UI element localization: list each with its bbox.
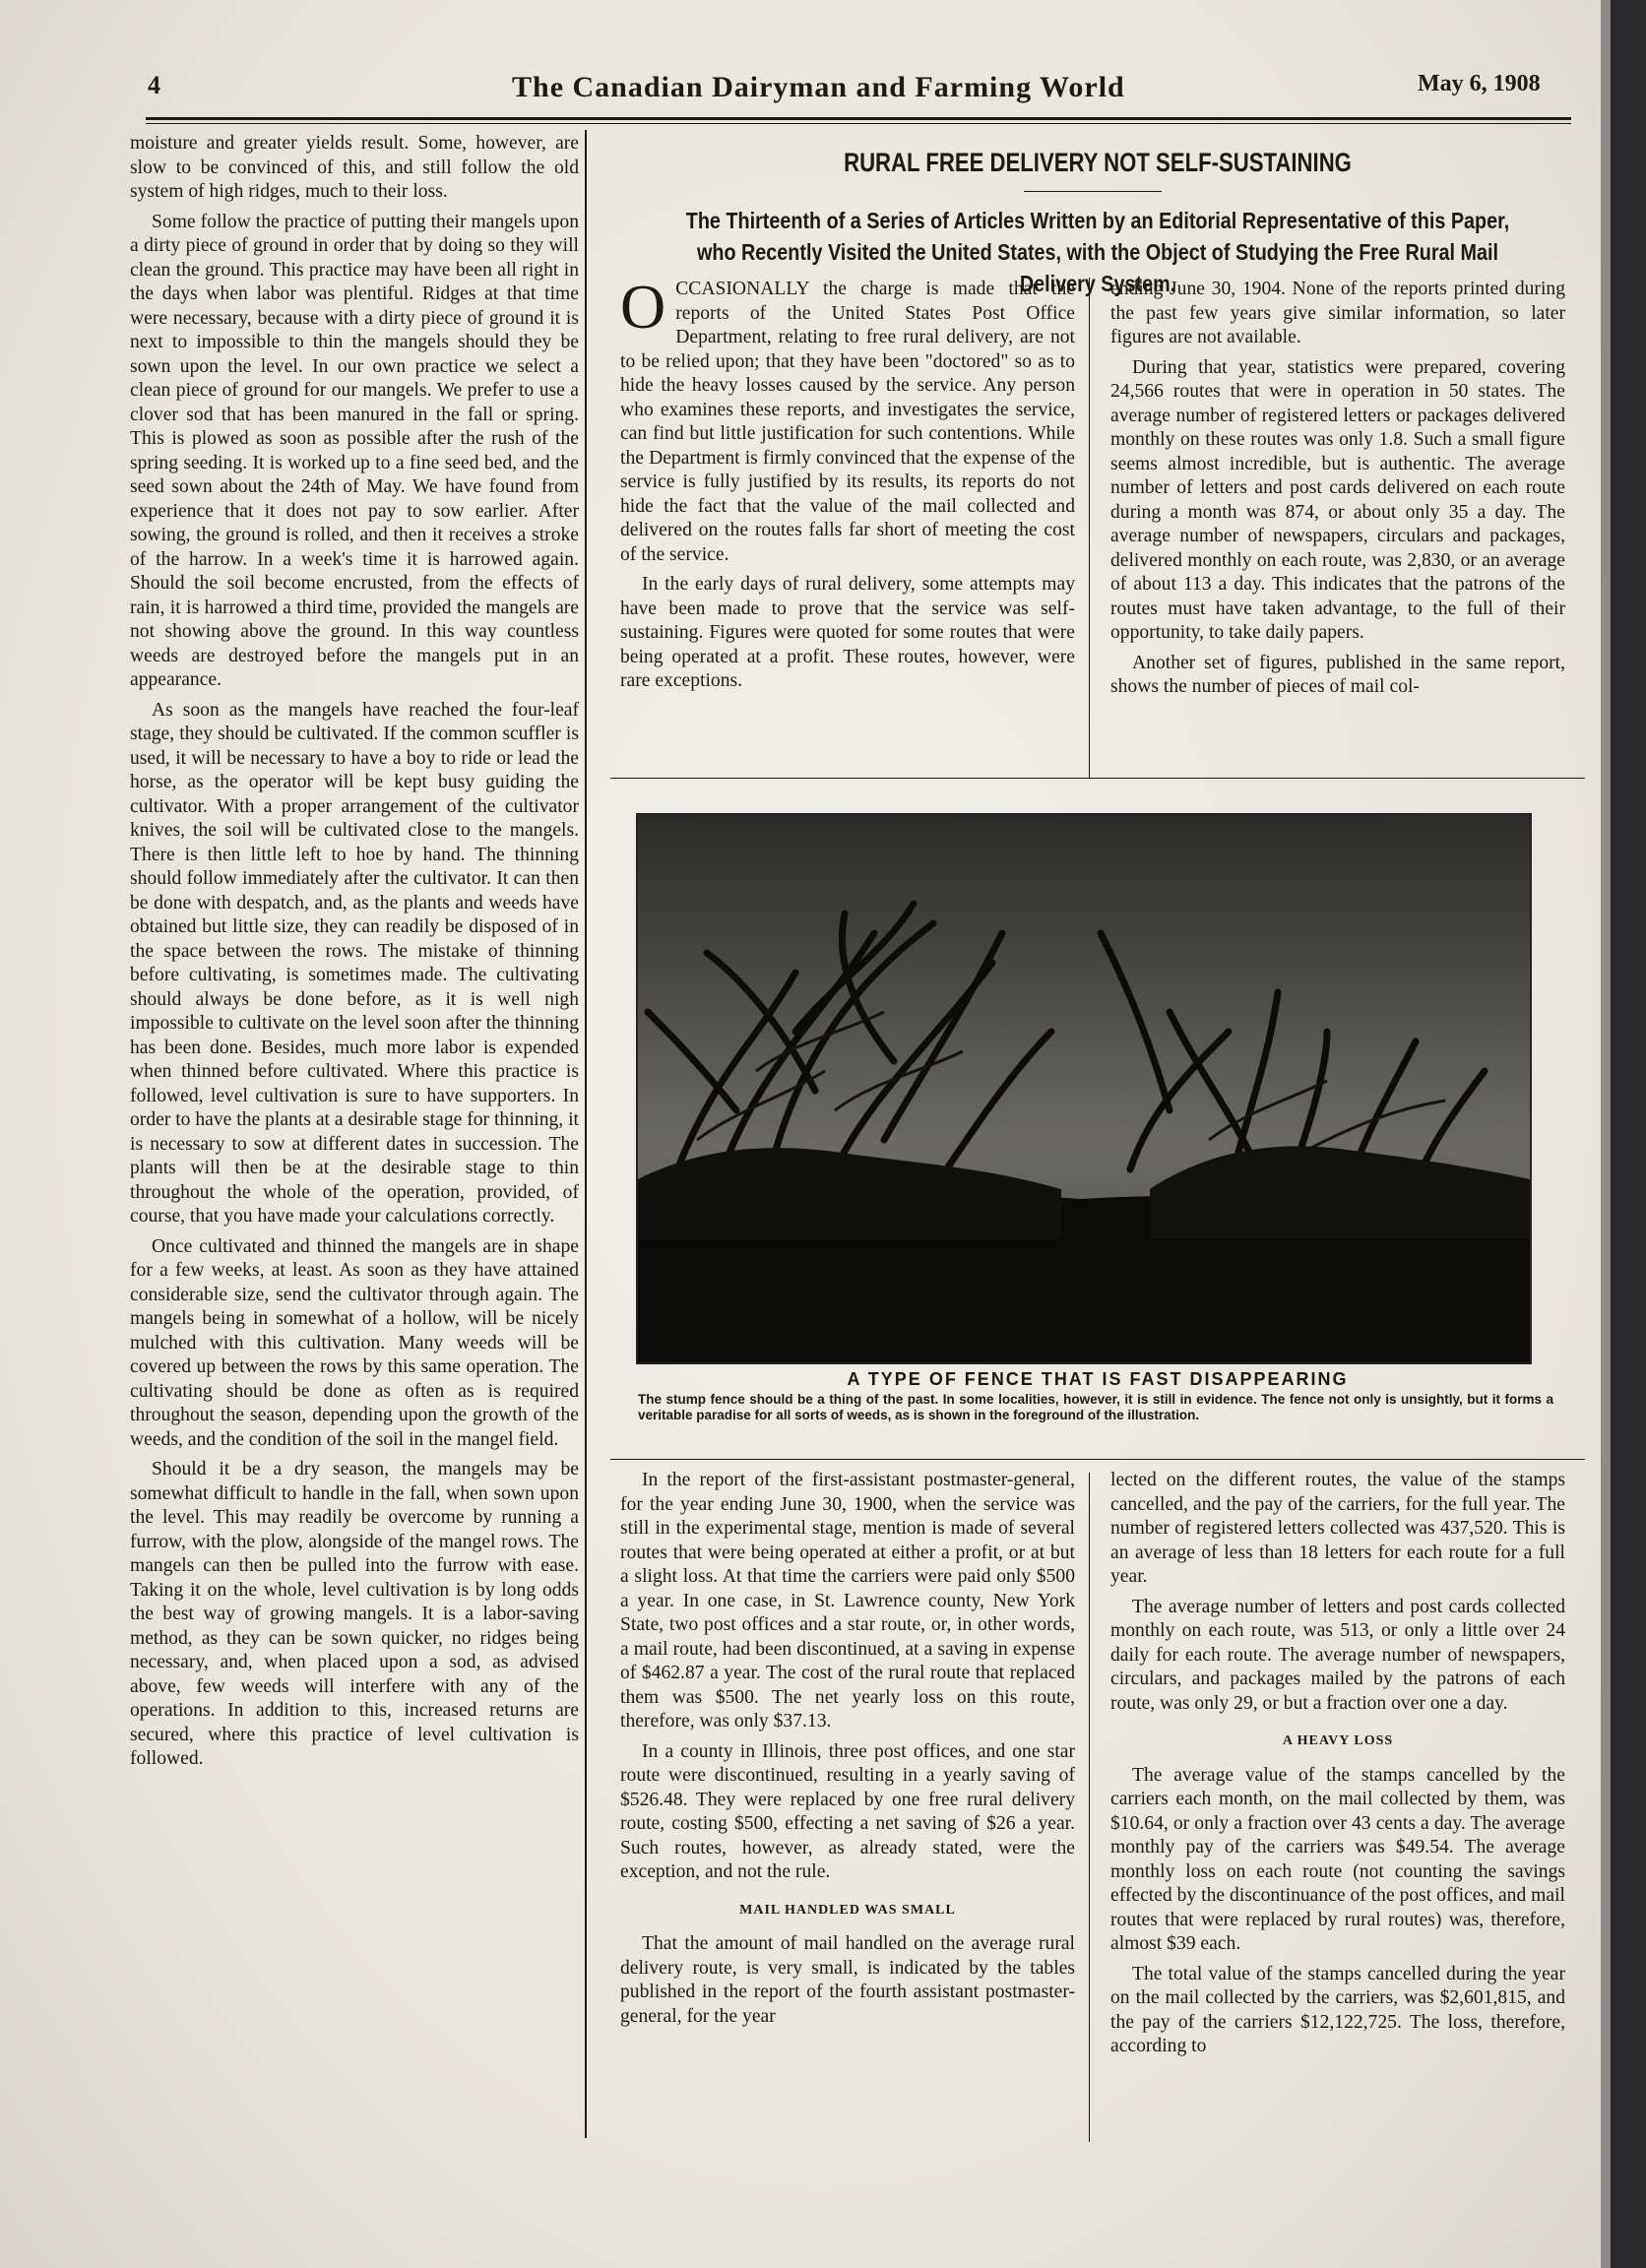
column-divider-left [585,130,587,2138]
drop-cap: O [620,272,666,342]
article-paragraph: The total value of the stamps cancelled during the year on the mail collected by the carriers, was $2,601,815, and the pay of the carriers $12,122,725. The loss, therefore, according to [1110,1963,1565,2056]
issue-date: May 6, 1908 [1418,71,1541,96]
scan-edge-shadow [1601,0,1611,2268]
section-rule-upper [610,778,1585,779]
article-column-4 [1110,1469,1565,2059]
left-paragraph: Once cultivated and thinned the mangels are in shape for a few weeks, at least. As soon as they have attained considerable size, send the cultivator through again. The mangels being in somewhat of a hollow, will be nicely mulched with this cultivation. Many weeds will be covered up between the rows by this same operation. The cultivating should be done as often as is required throughout the season, depending upon the growth of the weeds, and the condition of the soil in the mangel field. [130,1235,579,1450]
headline-rule [1024,191,1162,192]
scan-edge [1611,0,1646,2268]
article-paragraph: Another set of figures, published in the same report, shows the number of pieces of mail col- [1110,652,1565,697]
article-paragraph: During that year, statistics were prepared, covering 24,566 routes that were in operation in 50 states. The average number of registered letters or packages delivered monthly on these routes was only 1.8. Such a small figure seems almost incredible, but is authentic. The average number of letters and post cards delivered on each route during a month was 874, or about only 35 a day. The average number of newspapers, circulars and packages, delivered monthly on each route, was 2,830, or an average of about 113 a day. This indicates that the patrons of the routes must have taken advantage, to the full of their opportunity, to take daily papers. [1110,356,1565,643]
subsection-heading: MAIL HANDLED WAS SMALL [739,1902,956,1918]
article-headline: RURAL FREE DELIVERY NOT SELF-SUSTAINING [844,148,1352,177]
left-paragraph: Some follow the practice of putting their mangels upon a dirty piece of ground in order that by doing so they will clean the ground. This practice may have been all right in the days when labor was plentiful. Ridges at that time were necessary, because with a dirty piece of ground it is next to impossible to thin the mangels should they be sown upon the level. In our own practice we select a clean piece of ground for our mangels. We prefer to use a clover sod that has been manured in the fall or spring. This is plowed as soon as possible after the rush of the spring seeding. It is worked up to a fine seed bed, and the seed sown about the 24th of May. We have found from experience that it does not pay to sow earlier. After sowing, the ground is rolled, and then it receives a stroke of the harrow. In a week's time it is harrowed again. Should the soil become encrusted, from the effects of rain, it is harrowed a third time, provided the mangels are not showing above the ground. In this way countless weeds are destroyed before the mangels put in an appearance. [130,211,579,690]
header-rule [146,117,1571,120]
page-number: 4 [148,71,160,99]
article-column-2 [1110,278,1565,700]
column-divider-lower [1089,1473,1090,2142]
article-paragraph: lected on the different routes, the value of the stamps cancelled, and the pay of the carriers, for the full year. The number of registered letters collected was 437,520. This is an average of less than 18 letters for each route for a full year. [1110,1470,1565,1587]
article-paragraph: In the report of the first-assistant postmaster-general, for the year ending June 30, 1900, when the service was still in the experimental stage, mention is made of several routes that were being operated at either a profit, or at but a slight loss. At that time the carriers were paid only $500 a year. In one case, in St. Lawrence county, New York State, two post offices and a star route, or, in other words, a mail route, had been discontinued, at a saving in expense of $462.87 a year. The cost of the rural route that replaced them was $500. The net yearly loss on this route, therefore, was only $37.13. [620,1470,1075,1732]
article-paragraph: That the amount of mail handled on the average rural delivery route, is very small, is indicated by the tables published in the report of the fourth assistant postmaster-general, for the year [620,1933,1075,2027]
article-column-1 [620,272,1075,694]
article-paragraph: The average number of letters and post cards collected monthly on each route, was 513, or only a little over 24 daily for each route. The average number of newspapers, circulars, and packages mailed by the patrons of each route, was only 29, or but a fraction over one a day. [1110,1596,1565,1714]
subsection-heading: A HEAVY LOSS [1282,1733,1394,1748]
article-paragraph: ending June 30, 1904. None of the reports printed during the past few years give similar information, so later figures are not available. [1110,279,1565,347]
article-paragraph: The average value of the stamps cancelled by the carriers each month, on the mail collected by them, was $10.64, or only a fraction over 43 cents a day. The average monthly pay of the carriers was $49.54. The average monthly loss on each route (not counting the savings effected by the discontinuance of the post offices, and mail routes that were replaced by rural routes) was, therefore, almost $39 each. [1110,1764,1565,1954]
left-column [130,132,579,1772]
article-paragraph: In a county in Illinois, three post offices, and one star route were discontinued, resulting in a yearly saving of $526.48. They were replaced by one free rural delivery route, costing $500, effecting a net saving of $26 a year. Such routes, however, as already stated, were the exception, and not the rule. [620,1740,1075,1882]
left-paragraph: Should it be a dry season, the mangels may be somewhat difficult to handle in the fall, when sown upon the level. This may readily be overcome by running a furrow, with the plow, alongside of the mangel rows. The mangels can then be pulled into the furrow with ease. Taking it on the whole, level cultivation is by long odds the best way of growing mangels. It is a labor-saving method, as they can be sown quicker, no ridges being necessary, and, when placed upon a sod, as advised above, few weeds will interfere with any of the operations. In addition to this, increased returns are secured, where this practice of level cultivation is followed. [130,1459,579,1769]
article-subheadline: The Thirteenth of a Series of Articles Written by an Editorial Representative of this Paper, who Recently Visited the United States, with the Object of Studying the Free Rural Mail Delivery System. [685,208,1510,296]
column-divider-upper [1089,278,1090,778]
article-paragraph: CCASIONALLY the charge is made that the reports of the United States Post Office Department, relating to free rural delivery, are not to be relied upon; that they have been "doctored" so as to hide the heavy losses caused by the service. Any person who examines these reports, and investigates the service, can find but little justification for such contentions. While the Department is firmly convinced that the expense of the service is fully justified by its results, its reports do not hide the fact that the value of the mail collected and delivered on the routes falls far short of meeting the cost of the service. [620,279,1075,565]
photo-caption-title: A TYPE OF FENCE THAT IS FAST DISAPPEARING [847,1369,1349,1389]
stump-fence-photo [636,813,1532,1364]
article-paragraph: In the early days of rural delivery, some attempts may have been made to prove that the service was self-sustaining. Figures were quoted for some routes that were being operated at a profit. These routes, however, were rare exceptions. [620,574,1075,691]
section-rule-lower [610,1459,1585,1460]
left-paragraph: moisture and greater yields result. Some, however, are slow to be convinced of this, and still follow the old system of high ridges, much to their loss. [130,133,579,202]
photo-caption-text: The stump fence should be a thing of the past. In some localities, however, it is still in evidence. The fence not only is unsightly, but it forms a veritable paradise for all sorts of weeds, as is shown in the foreground of the illustration. [638,1392,1553,1422]
article-column-3 [620,1469,1075,2029]
left-paragraph: As soon as the mangels have reached the four-leaf stage, they should be cultivated. If the common scuffler is used, it will be necessary to have a boy to ride or lead the horse, as the operator will be kept busy guiding the cultivator. With a proper arrangement of the cultivator knives, the soil will be cultivated close to the mangels. There is then little left to hoe by hand. The thinning should follow immediately after the cultivator. It can then be done with despatch, and, as the plants and weeds have obtained but little size, they can readily be disposed of in the space between the rows. The mistake of thinning before cultivating, is sometimes made. The cultivating should always be done before, as it is well nigh impossible to cultivate on the level soon after the thinning has been done. Besides, much more labor is expended when thinned before cultivated. Where this practice is followed, level cultivation is sure to have supporters. In order to have the plants at a desirable stage for thinning, it is necessary to sow at different dates in succession. The plants will then be at the desirable stage to thin throughout the whole of the operation, provided, of course, that you have made your calculations correctly. [130,699,579,1227]
header-rule-thin [146,123,1571,124]
publication-title: The Canadian Dairyman and Farming World [512,71,1125,103]
